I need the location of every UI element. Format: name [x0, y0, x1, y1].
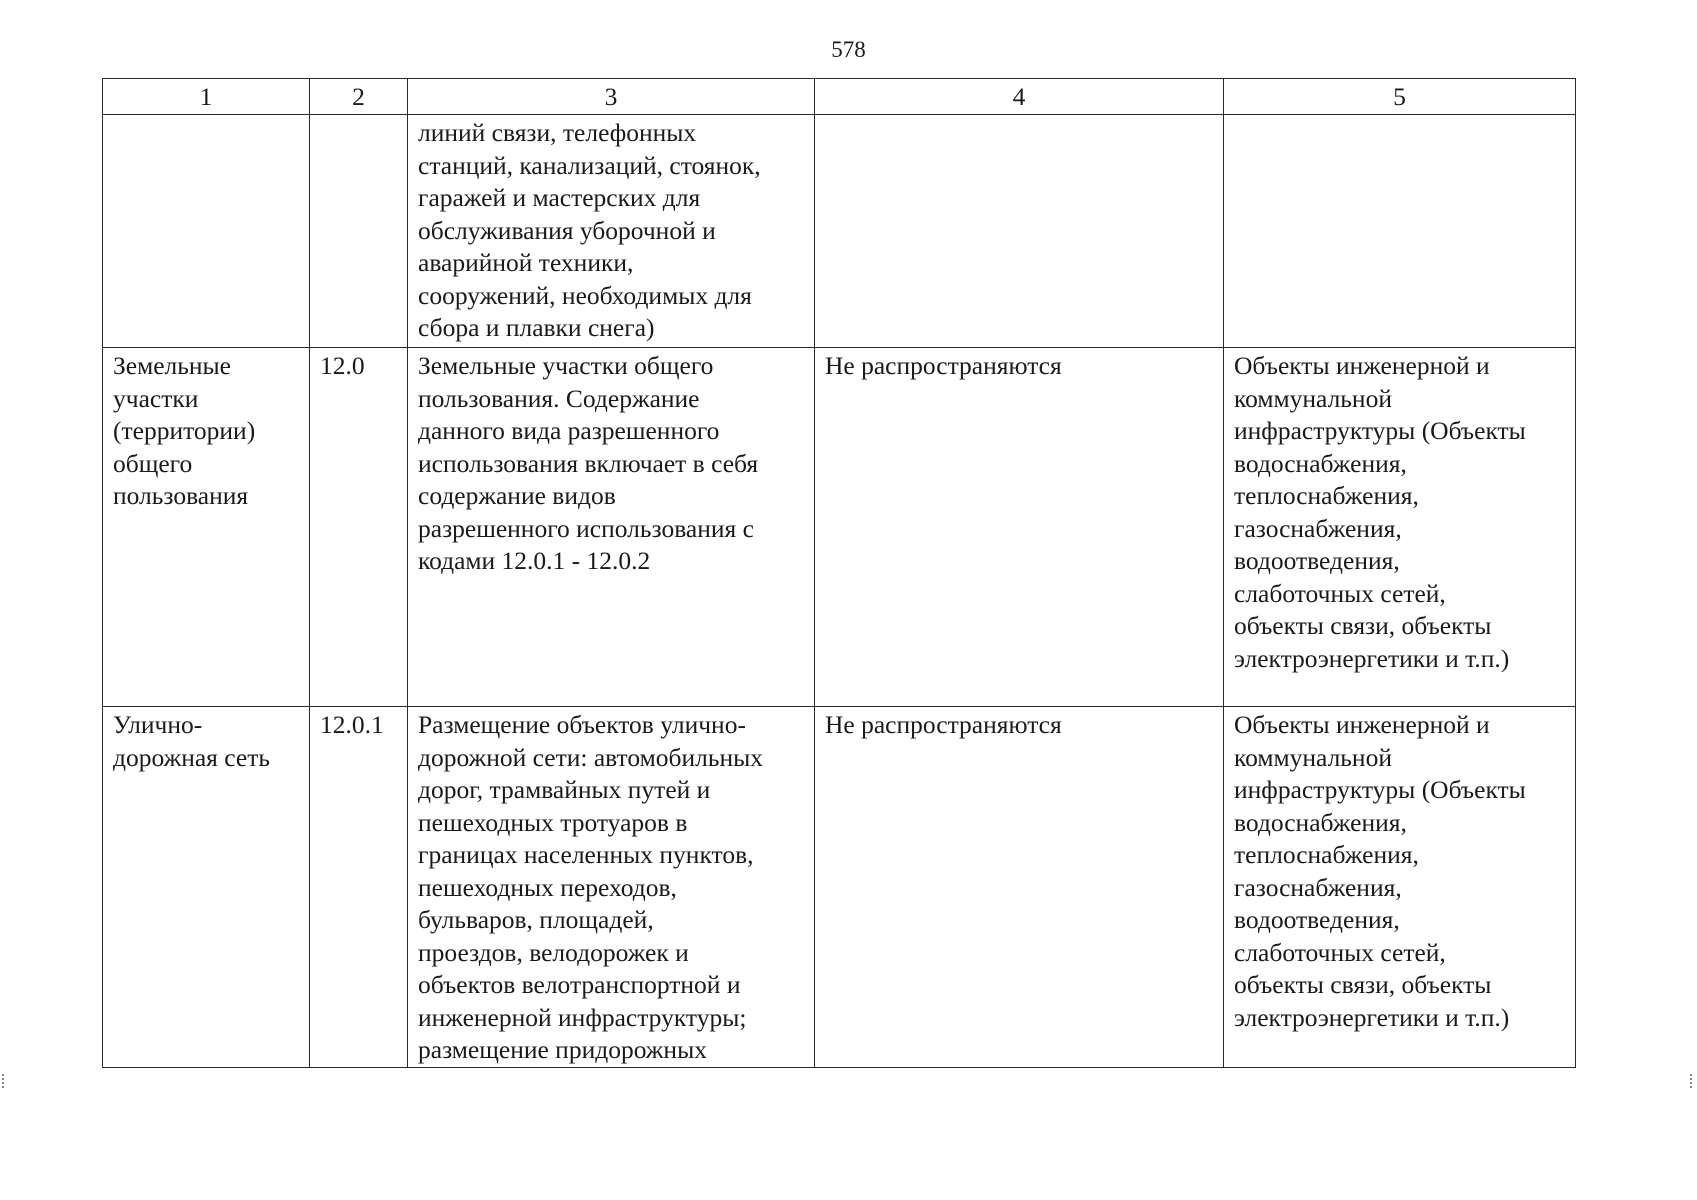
cell-text: Размещение объектов улично- дорожной сети: автомобильных дорог, трамвайных путей и пешеходных тротуаров в границах населенных пунктов, пешеходных переходов, бульваров, площадей, проездов, велодорожек и объектов велотранспортной и инженерной инфраструктуры; размещение придорожных — [418, 710, 764, 1064]
table-cell — [103, 348, 310, 707]
table-header-row — [103, 79, 1576, 115]
cell-text: 12.0 — [320, 351, 365, 380]
column-header: 3 — [408, 79, 815, 115]
cell-text: Объекты инженерной и коммунальной инфраструктуры (Объекты водоснабжения, теплоснабжения, газоснабжения, водоотведения, слаботочных сетей, объекты связи, объекты электроэнергетики и т.п.) — [1234, 710, 1526, 1032]
cell-text: Не распространяются — [825, 351, 1062, 380]
column-header: 4 — [815, 79, 1224, 115]
table-cell — [815, 348, 1224, 707]
table-cell — [103, 707, 310, 1068]
table-cell — [310, 115, 408, 348]
cell-text: Не распространяются — [825, 710, 1062, 739]
scan-edge-mark-right — [1690, 1074, 1694, 1088]
cell-text: линий связи, телефонных станций, канализаций, стоянок, гаражей и мастерских для обслуживания уборочной и аварийной техники, сооружений, необходимых для сбора и плавки снега) — [418, 118, 761, 342]
table-cell — [815, 115, 1224, 348]
cell-text: 12.0.1 — [320, 710, 384, 739]
scan-edge-mark-left — [2, 1074, 6, 1088]
table-cell — [408, 115, 815, 348]
table-cell — [815, 707, 1224, 1068]
table-cell — [408, 348, 815, 707]
column-header: 5 — [1224, 79, 1576, 115]
cell-text: Объекты инженерной и коммунальной инфраструктуры (Объекты водоснабжения, теплоснабжения, газоснабжения, водоотведения, слаботочных сетей, объекты связи, объекты электроэнергетики и т.п.) — [1234, 351, 1526, 673]
column-header: 1 — [103, 79, 310, 115]
cell-text: Улично- дорожная сеть — [113, 710, 270, 772]
table-row — [103, 115, 1576, 348]
table-cell — [1224, 348, 1576, 707]
table-cell — [1224, 707, 1576, 1068]
table-cell — [103, 115, 310, 348]
table-cell — [310, 707, 408, 1068]
table-cell — [310, 348, 408, 707]
cell-text: Земельные участки общего пользования. Содержание данного вида разрешенного использования включает в себя содержание видов разрешенного использования с кодами 12.0.1 - 12.0.2 — [418, 351, 759, 575]
regulations-table — [102, 78, 1576, 1068]
cell-text: Земельные участки (территории) общего пользования — [113, 351, 256, 510]
table-cell — [1224, 115, 1576, 348]
page-number: 578 — [831, 37, 866, 62]
table-cell — [408, 707, 815, 1068]
table-row — [103, 348, 1576, 707]
column-header: 2 — [310, 79, 408, 115]
table-row — [103, 707, 1576, 1068]
